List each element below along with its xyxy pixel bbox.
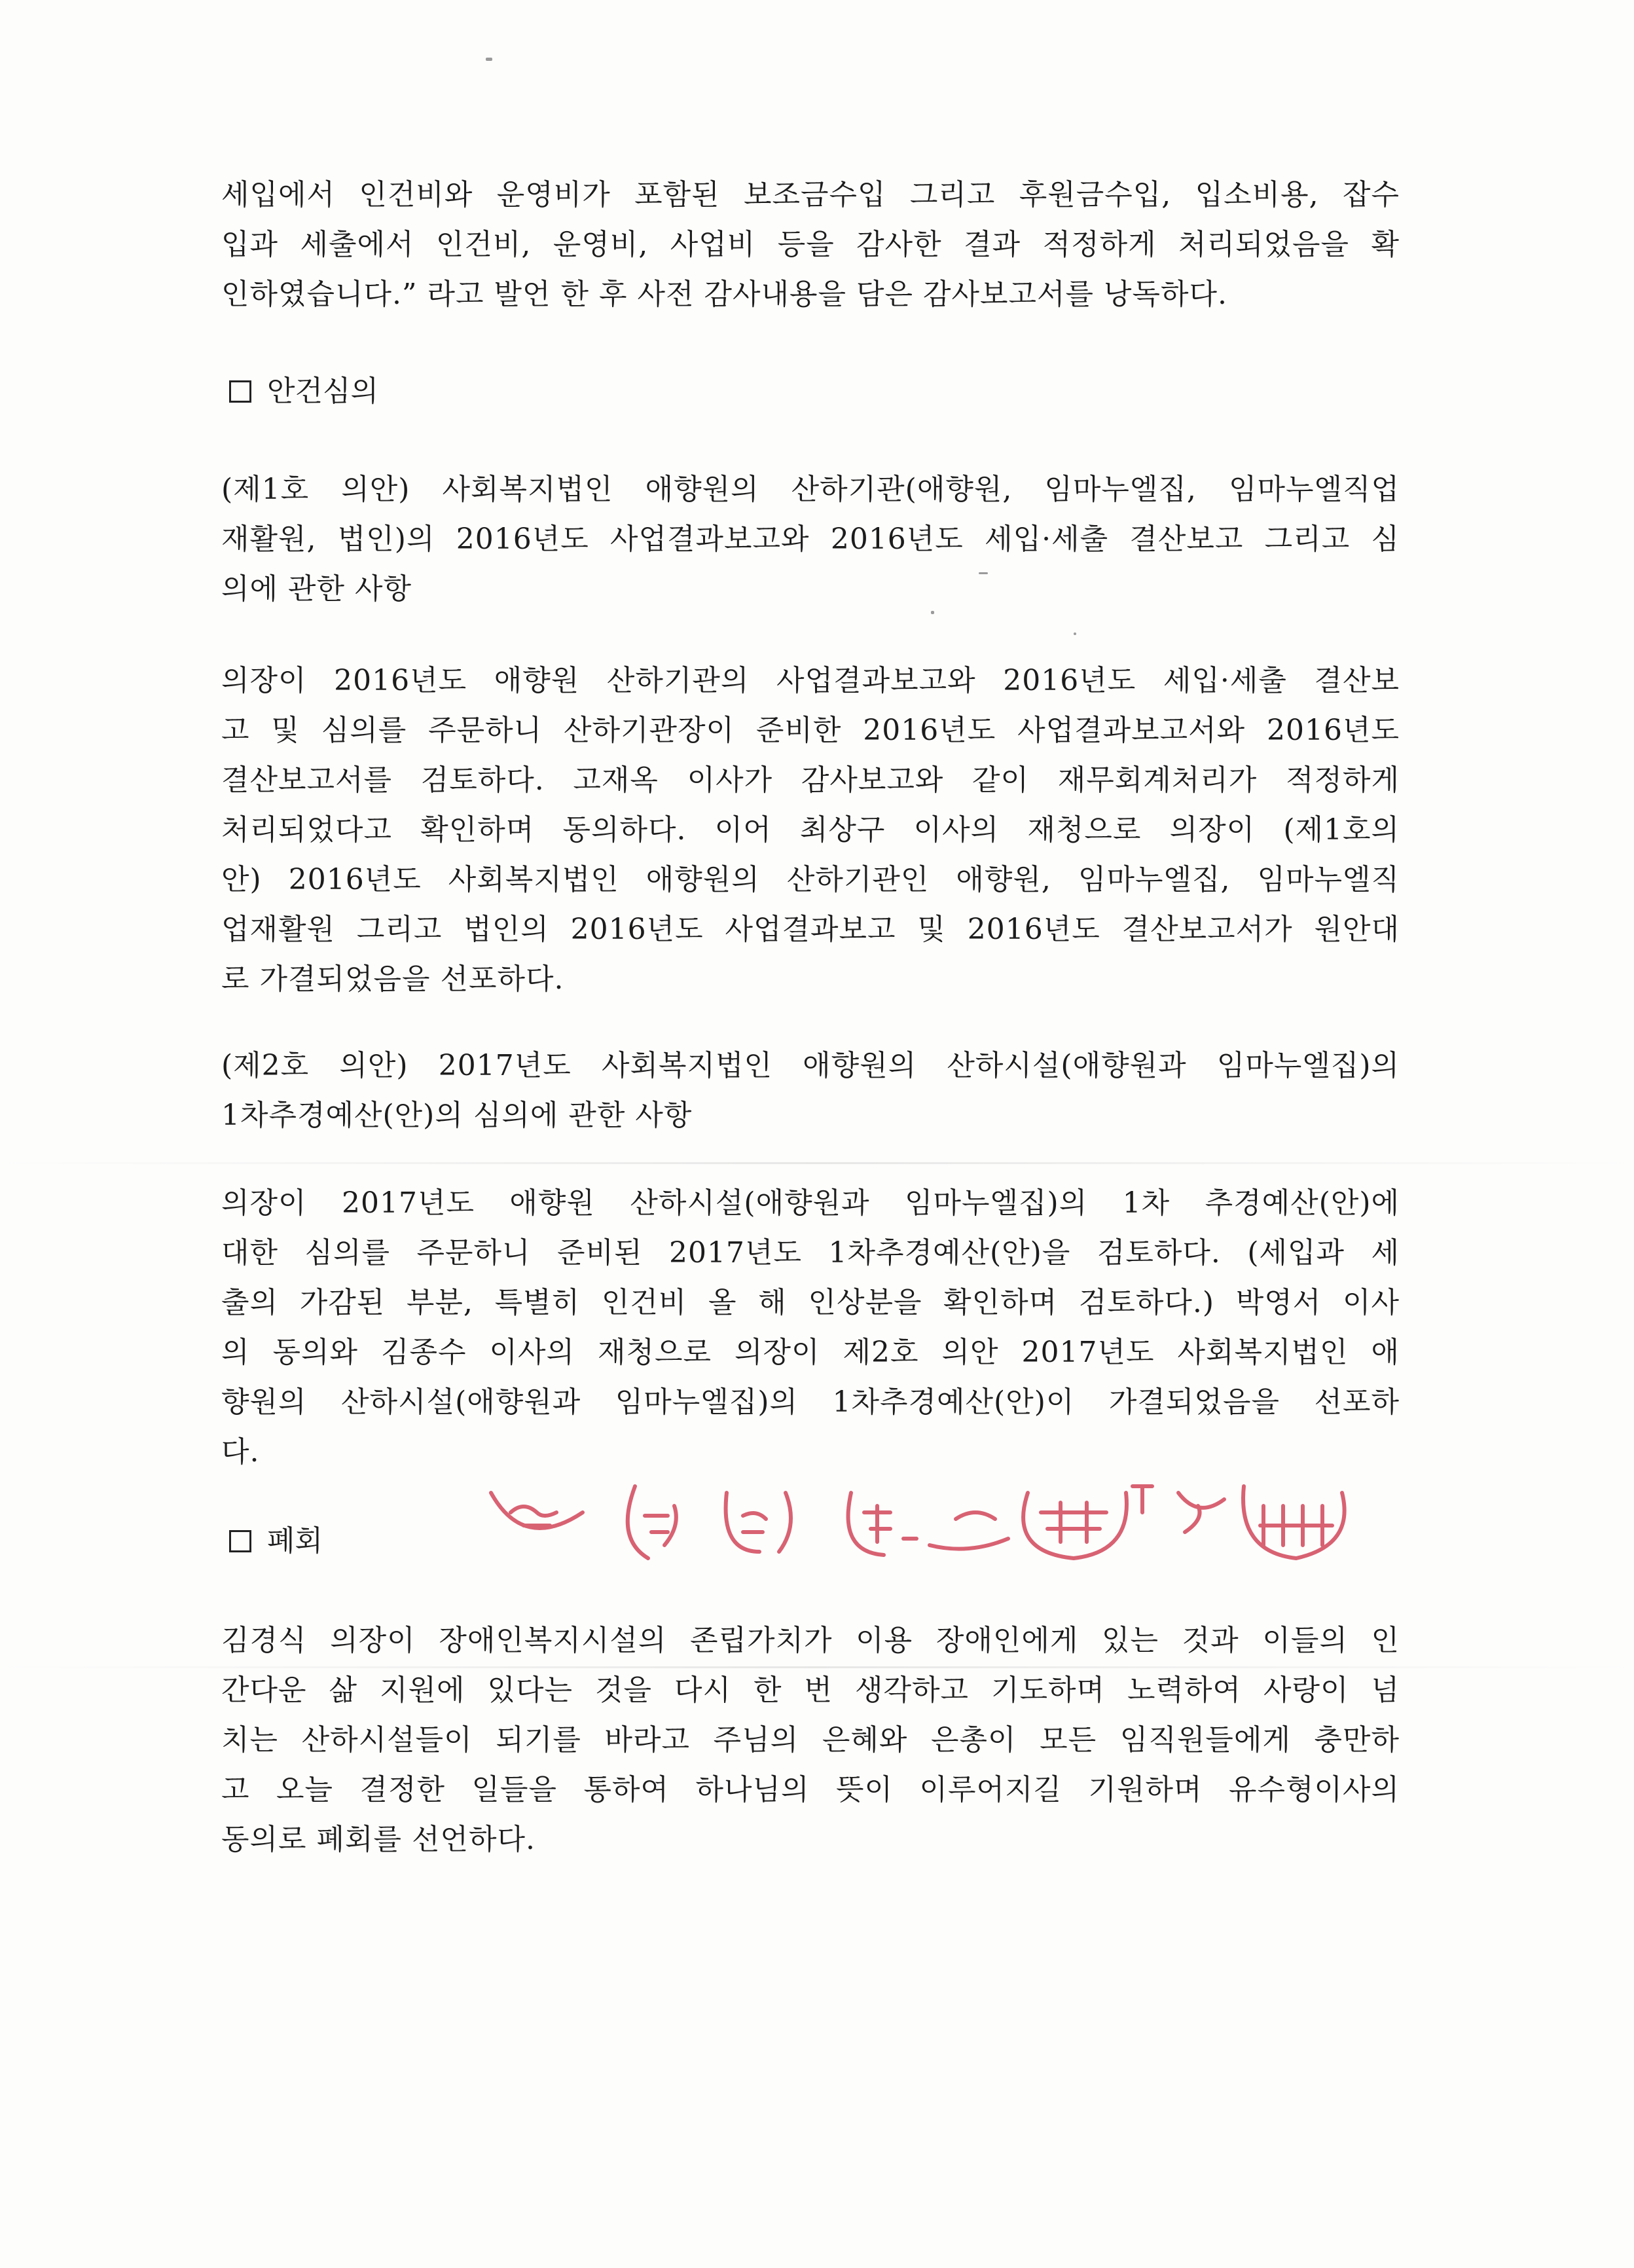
text-line: 1차추경예산(안)의 심의에 관한 사항 [221, 1099, 693, 1132]
text-line: 출의 가감된 부분, 특별히 인건비 올 해 인상분을 확인하며 검토하다.) 박영서 이사 [221, 1286, 1400, 1319]
text-line: 의 동의와 김종수 이사의 재청으로 의장이 제2호 의안 2017년도 사회복지법인 애 [221, 1336, 1400, 1369]
text-line: 의에 관한 사항 [221, 572, 412, 606]
text-line: 결산보고서를 검토하다. 고재옥 이사가 감사보고와 같이 재무회계처리가 적정하게 [221, 763, 1400, 797]
section-heading-agenda [229, 367, 378, 416]
checkbox-square-icon [229, 380, 251, 403]
text-line: 업재활원 그리고 법인의 2016년도 사업결과보고 및 2016년도 결산보고서가 원안대 [221, 913, 1400, 946]
seal-stamp [848, 1493, 917, 1555]
text-line: 대한 심의를 주문하니 준비된 2017년도 1차추경예산(안)을 검토하다. (세입과 세 [221, 1236, 1400, 1270]
text-line: 안) 2016년도 사회복지법인 애향원의 산하기관인 애향원, 임마누엘집, 임마누엘직 [221, 863, 1400, 896]
text-line: 간다운 삶 지원에 있다는 것을 다시 한 번 생각하고 기도하며 노력하여 사랑이 넘 [221, 1674, 1400, 1707]
text-line: 의장이 2016년도 애향원 산하기관의 사업결과보고와 2016년도 세입·세출 결산보 [221, 664, 1400, 697]
seal-stamp [1243, 1486, 1345, 1558]
text-line: 의장이 2017년도 애향원 산하시설(애향원과 임마누엘집)의 1차 추경예산(안)에 [221, 1186, 1400, 1220]
text-line: 고 및 심의를 주문하니 산하기관장이 준비한 2016년도 사업결과보고서와 2016년도 [221, 714, 1400, 747]
text-line: 동의로 폐회를 선언하다. [221, 1823, 536, 1856]
text-line: 다. [221, 1435, 260, 1469]
text-line: 고 오늘 결정한 일들을 통하여 하나님의 뜻이 이루어지길 기원하며 유수형이사의 [221, 1773, 1400, 1806]
scan-speck [486, 58, 492, 61]
seal-stamps-row [484, 1467, 1355, 1565]
seal-stamp [726, 1493, 791, 1552]
text-line: 치는 산하시설들이 되기를 바라고 주님의 은혜와 은총이 모든 임직원들에게 충만하 [221, 1723, 1400, 1757]
text-line: 인하였습니다.” 라고 발언 한 후 사전 감사내용을 담은 감사보고서를 낭독하다. [221, 278, 1227, 311]
text-line: (제2호 의안) 2017년도 사회복지법인 애향원의 산하시설(애향원과 임마누엘집)의 [221, 1049, 1400, 1082]
seal-stamp [1178, 1493, 1224, 1532]
text-line: 재활원, 법인)의 2016년도 사업결과보고와 2016년도 세입·세출 결산보고 그리고 심 [221, 522, 1400, 556]
text-line: 처리되었다고 확인하며 동의하다. 이어 최상구 이사의 재청으로 의장이 (제1호의 [221, 813, 1400, 847]
checkbox-square-icon [229, 1530, 251, 1552]
seal-stamp [491, 1493, 583, 1528]
text-line: 로 가결되었음을 선포하다. [221, 962, 564, 996]
scan-speck [1074, 632, 1076, 635]
text-line: 세입에서 인건비와 운영비가 포함된 보조금수입 그리고 후원금수입, 입소비용, 잡수 [221, 178, 1400, 211]
section-heading-label: 폐회 [267, 1524, 323, 1558]
text-line: (제1호 의안) 사회복지법인 애향원의 산하기관(애향원, 임마누엘집, 임마누엘직업 [221, 473, 1400, 506]
text-line: 입과 세출에서 인건비, 운영비, 사업비 등을 감사한 결과 적정하게 처리되었음을 확 [221, 228, 1400, 261]
section-heading-label: 안건심의 [267, 375, 379, 408]
seal-stamp [1023, 1486, 1152, 1558]
section-heading-close [229, 1516, 323, 1566]
seal-stamp [930, 1512, 1008, 1549]
paper-fold-line [0, 1162, 1634, 1164]
text-line: 향원의 산하시설(애향원과 임마누엘집)의 1차추경예산(안)이 가결되었음을 선포하 [221, 1385, 1400, 1419]
text-line: 김경식 의장이 장애인복지시설의 존립가치가 이용 장애인에게 있는 것과 이들의 인 [221, 1624, 1400, 1657]
seal-stamp [628, 1486, 676, 1558]
